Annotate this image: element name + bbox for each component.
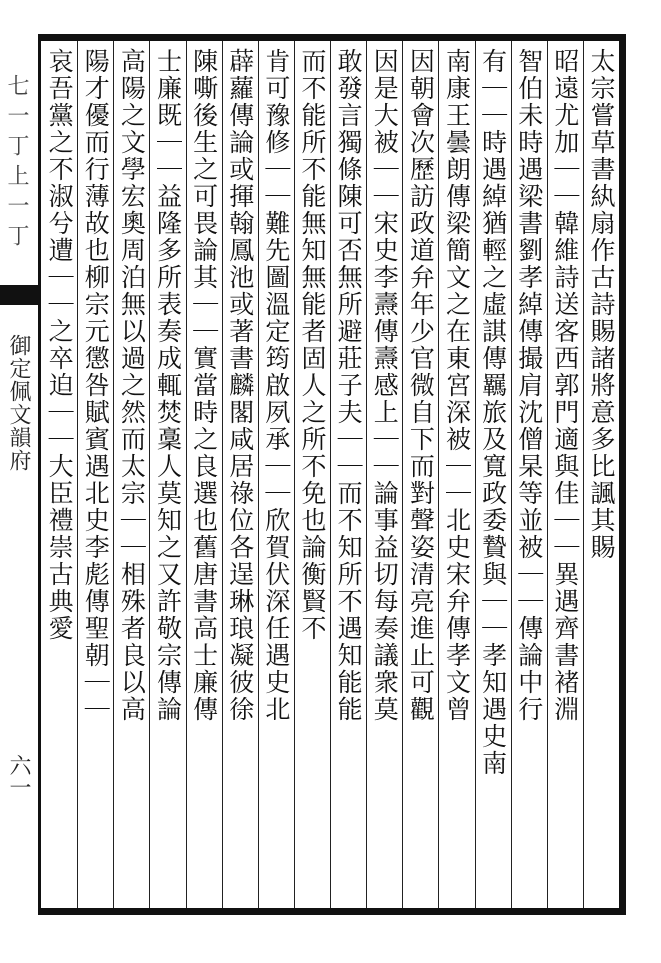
column-rule [511,41,512,908]
text-column: 昭遠尤加｜｜韓維詩送客西郭門適與佳｜｜異遇齊書褚淵 [550,48,580,723]
column-rule [258,41,259,908]
text-column: 因是大被｜｜宋史李燾傳燾感上｜｜論事益切每奏議衆莫 [370,48,400,723]
text-column: 陽才優而行薄故也柳宗元懲咎賦賓遇北史李彪傳聖朝｜｜ [81,48,111,723]
column-rule [149,41,150,908]
column-rule [366,41,367,908]
column-rule [113,41,114,908]
text-column: 陳嘶後生之可畏論其｜｜實當時之良選也舊唐書高士廉傳 [189,48,219,723]
frame-right-border [619,34,626,915]
column-rule [402,41,403,908]
column-rule [547,41,548,908]
column-rule [222,41,223,908]
text-column: 肯可豫修｜｜難先圖溫定筠啟夙承｜｜欣賀伏深任遇史北 [261,48,291,723]
text-column: 高陽之文學宏奧周泊無以過之然而太宗｜｜相殊者良以高 [117,48,147,723]
column-rule [186,41,187,908]
text-column: 而不能所不能無知無能者固人之所不免也論衡賢不 [297,48,327,642]
text-column: 太宗嘗草書紈扇作古詩賜諸將意多比諷其賜 [586,48,616,561]
text-column: 南康王曇朗傳梁簡文之在東宮深被｜｜北史宋弁傳孝文曾 [442,48,472,723]
column-rule [583,41,584,908]
text-column: 士廉既｜｜益隆多所表奏成輒焚稾人莫知之又許敬宗傳論 [153,48,183,723]
text-column: 智伯未時遇梁書劉孝綽傳撮肩沈僧杲等並被｜｜傳論中行 [514,48,544,723]
frame-top-border [38,34,626,41]
left-margin [0,34,38,915]
book-title: 御定佩文韻府 [6,334,31,472]
text-column: 哀吾黨之不淑兮遭｜｜之卒迫｜｜大臣禮崇古典愛 [45,48,75,642]
margin-fishtail [0,285,38,305]
margin-marks: 七一丁上一丁 [4,74,29,254]
text-column: 敢發言獨條陳可否無所避莊子夫｜｜而不知所不遇知能能 [334,48,364,723]
column-rule [77,41,78,908]
column-rule [294,41,295,908]
text-column: 薜蘿傳論或揮翰鳳池或著書麟閣咸居祿位各逞琳琅凝彼徐 [225,48,255,723]
column-rule [330,41,331,908]
text-column: 因朝會次歷訪政道弁年少官微自下而對聲姿清亮進止可觀 [406,48,436,723]
column-rule [475,41,476,908]
page-number: 六一 [6,754,31,798]
text-column: 有｜｜時遇綽猶輕之虛諆傳羈旅及寬政委贄與｜｜孝知遇史南 [478,48,508,777]
column-rule [438,41,439,908]
frame-bottom-border [38,908,626,915]
